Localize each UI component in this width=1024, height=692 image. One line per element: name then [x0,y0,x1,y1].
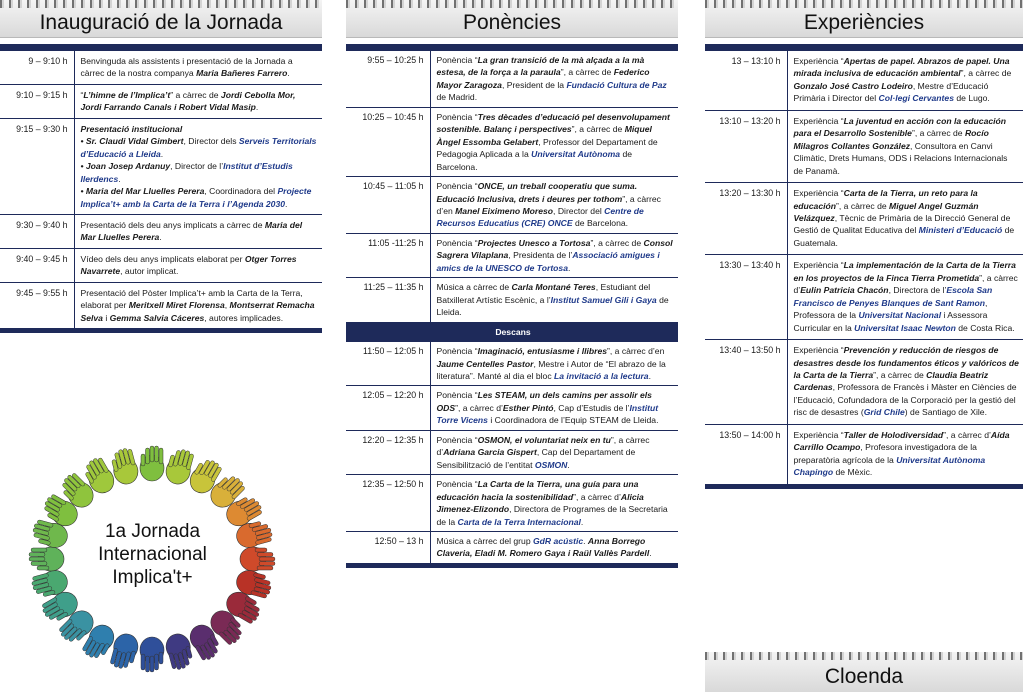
hand-shape [240,547,275,571]
schedule-description: Experiència “La juventud en acción con la educación para el Desarrollo Sostenible”, a càrrec de Rocío Milagros Collantes González, Consultora en Canvi Climàtic, Drets Humans, ODS i Relacions Internacionals de Panamà. [787,110,1023,182]
ponencies-column [346,0,678,568]
schedule-description: “L’himne de l’Implica’t” a càrrec de Jordi Cebolla Mor, Jordi Farrando Canals i Robert Vidal Masip. [74,84,322,118]
schedule-description: Ponència “La gran transició de la mà alçada a la mà estesa, de la força a la paraula”, a càrrec de Federico Mayor Zaragoza, President de la Fundació Cultura de Paz de Madrid. [430,51,678,107]
schedule-time: 12:50 – 13 h [346,531,430,563]
logo-text: 1a Jornada Internacional Implica't+ [98,521,207,589]
schedule-description: Música a càrrec de Carla Montané Teres, Estudiant del Batxillerat Artístic Escènic, a l’Institut Samuel Gili i Gaya de Lleida. [430,278,678,322]
schedule-row [346,531,678,563]
schedule-description: Presentació dels deu anys implicats a càrrec de Maria del Mar Lluelles Perera. [74,214,322,248]
experiencies-column [705,0,1023,489]
cloenda-banner [705,652,1023,692]
schedule-description: Experiència “Prevención y reducción de riesgos de desastres desde los fundamentos éticos y valóricos de la Carta de la Tierra”, a càrrec de Claudia Beatriz Cardenas, Professora de Francès i Màster en Ciències de l’Educació, Cofundadora de la Corporació per la gestió del risc de desastres (Grid Chile) de Santiago de Xile. [787,340,1023,425]
schedule-row [346,475,678,532]
schedule-row [705,255,1023,340]
schedule-description: Ponència “Tres dècades d’educació pel desenvolupament sostenible. Balanç i perspectives”, a càrrec de Miquel Àngel Essomba Gelabert, Professor del Departament de Pedagogia Aplicada a la Universitat Autònoma de Barcelona. [430,107,678,176]
schedule-row [346,177,678,234]
schedule-time: 9:30 – 9:40 h [0,214,74,248]
schedule-description: Vídeo dels deu anys implicats elaborat per Otger Torres Navarrete, autor implicat. [74,248,322,282]
schedule-description: Música a càrrec del grup GdR acústic. Anna Borrego Claveria, Eladi M. Romero Gaya i Raül Vallès Pardell. [430,531,678,563]
ponencies-schedule [346,51,678,564]
experiencies-banner [705,0,1023,38]
descans-row [346,322,678,341]
schedule-time: 11:25 – 11:35 h [346,278,430,322]
schedule-row [705,424,1023,484]
spiral-binding [705,0,1023,8]
cloenda-title: Cloenda [824,665,904,688]
column-top-bar [346,44,678,51]
schedule-description: Benvinguda als assistents i presentació de la Jornada a càrrec de la nostra companya Maria Bañeres Farrero. [74,51,322,84]
schedule-description: Experiència “Carta de la Tierra, un reto para la educación”, a càrrec de Miguel Angel Guzmán Velázquez, Tècnic de Primària de la Direcció General de Gestió de Qualitat Educativa del Ministeri d’Educació de Guatemala. [787,183,1023,255]
hand-shape [29,547,64,571]
descans-label: Descans [346,322,678,341]
inauguracio-schedule [0,51,322,329]
schedule-time: 10:45 – 11:05 h [346,177,430,234]
column-bottom-bar [0,329,322,333]
schedule-row [705,183,1023,255]
schedule-time: 9:40 – 9:45 h [0,248,74,282]
schedule-description: Ponència “Projectes Unesco a Tortosa”, a càrrec de Consol Sagrera Vilaplana, Presidenta de l’Associació amigues i amics de la UNESCO de Tortosa. [430,233,678,277]
schedule-time: 11:05 -11:25 h [346,233,430,277]
ponencies-title: Ponències [462,11,562,34]
spiral-binding [705,652,1023,660]
schedule-time: 12:20 – 12:35 h [346,430,430,474]
schedule-time: 9 – 9:10 h [0,51,74,84]
ponencies-banner [346,0,678,38]
schedule-row [346,430,678,474]
schedule-time: 12:35 – 12:50 h [346,475,430,532]
schedule-row [346,51,678,107]
hands-circle-logo [10,432,295,687]
schedule-row [346,386,678,430]
schedule-description: Experiència “La implementación de la Carta de la Tierra en los proyectos de la Finca Tierra Prometida”, a càrrec d’Eulin Patricia Chacón, Directora de l’Escola San Francisco de Penyes Blanques de Sant Ramon, Professora de la Universitat Nacional i Assessora Curricular en la Universitat Isaac Newton de Costa Rica. [787,255,1023,340]
schedule-row [705,110,1023,182]
schedule-time: 10:25 – 10:45 h [346,107,430,176]
spiral-binding [0,0,322,8]
schedule-row [0,214,322,248]
schedule-row [0,282,322,328]
column-top-bar [0,44,322,51]
schedule-description: Ponència “ONCE, un treball cooperatiu que suma. Educació Inclusiva, drets i deures per tothom”, a càrrec d’en Manel Eiximeno Moreso, Director del Centre de Recursos Educatius (CRE) ONCE de Barcelona. [430,177,678,234]
schedule-time: 12:05 – 12:20 h [346,386,430,430]
schedule-description: Experiència “Apertas de papel. Abrazos de papel. Una mirada inclusiva de educación ambiental”, a càrrec de Gonzalo José Castro Lodeiro, Mestre d’Educació Primària i Director del Col·legi Cervantes de Lugo. [787,51,1023,110]
schedule-row [705,51,1023,110]
inauguracio-banner [0,0,322,38]
schedule-row [346,107,678,176]
schedule-time: 13:30 – 13:40 h [705,255,787,340]
hand-shape [140,446,164,481]
schedule-time: 9:45 – 9:55 h [0,282,74,328]
schedule-row [0,248,322,282]
schedule-description: Experiència “Taller de Holodiversidad”, a càrrec d’Aída Carrillo Ocampo, Profesora investigadora de la preparatòria agrícola de la Universitat Autònoma Chapingo de Mèxic. [787,424,1023,484]
schedule-time: 13:20 – 13:30 h [705,183,787,255]
schedule-description: Ponència “Les STEAM, un dels camins per assolir els ODS”, a càrrec d’Esther Pintó, Cap d’Estudis de l’Institut Torre Vicens i Coordinadora de l’Equip STEAM de Lleida. [430,386,678,430]
schedule-time: 9:55 – 10:25 h [346,51,430,107]
schedule-row [346,342,678,386]
schedule-row [346,278,678,322]
schedule-row [705,340,1023,425]
schedule-description: Ponència “OSMON, el voluntariat neix en tu”, a càrrec d’Adriana Garcia Gispert, Cap del Departament de Sensibilització de l’entitat OSMON. [430,430,678,474]
schedule-row [0,84,322,118]
schedule-time: 13:40 – 13:50 h [705,340,787,425]
hand-shape [140,637,164,672]
schedule-row [0,118,322,214]
schedule-description: Ponència “Imaginació, entusiasme i llibres”, a càrrec d’en Jaume Centelles Pastor, Mestre i Autor de “El abrazo de la literatura”. Manté al dia el bloc La invitació a la lectura. [430,342,678,386]
schedule-row [346,233,678,277]
column-bottom-bar [705,485,1023,489]
column-top-bar [705,44,1023,51]
schedule-description: Presentació del Pòster Implica’t+ amb la Carta de la Terra, elaborat per Meritxell Miret Florensa, Montserrat Remacha Selva i Gemma Salvia Cáceres, autores implicades. [74,282,322,328]
schedule-time: 9:15 – 9:30 h [0,118,74,214]
column-bottom-bar [346,564,678,568]
schedule-row [0,51,322,84]
inauguracio-title: Inauguració de la Jornada [39,11,283,34]
schedule-time: 13 – 13:10 h [705,51,787,110]
inauguracio-column [0,0,322,333]
experiencies-title: Experiències [803,11,925,34]
schedule-time: 13:10 – 13:20 h [705,110,787,182]
schedule-time: 13:50 – 14:00 h [705,424,787,484]
spiral-binding [346,0,678,8]
schedule-time: 11:50 – 12:05 h [346,342,430,386]
schedule-description: Presentació institucional • Sr. Claudi Vidal Gimbert, Director dels Serveis Territorials d’Educació a Lleida. • Joan Josep Ardanuy, Director de l’Institut d’Estudis Ilerdencs. • Maria del Mar Lluelles Perera, Coordinadora del Projecte Implica’t+ amb la Carta de la Terra i l’Agenda 2030. [74,118,322,214]
experiencies-schedule [705,51,1023,485]
schedule-description: Ponència “La Carta de la Tierra, una guía para una educación hacia la sostenibilidad”, a càrrec d’Alicia Jimenez-Elizondo, Directora de Programes de la Secretaria de la Carta de la Terra Internacional. [430,475,678,532]
schedule-time: 9:10 – 9:15 h [0,84,74,118]
